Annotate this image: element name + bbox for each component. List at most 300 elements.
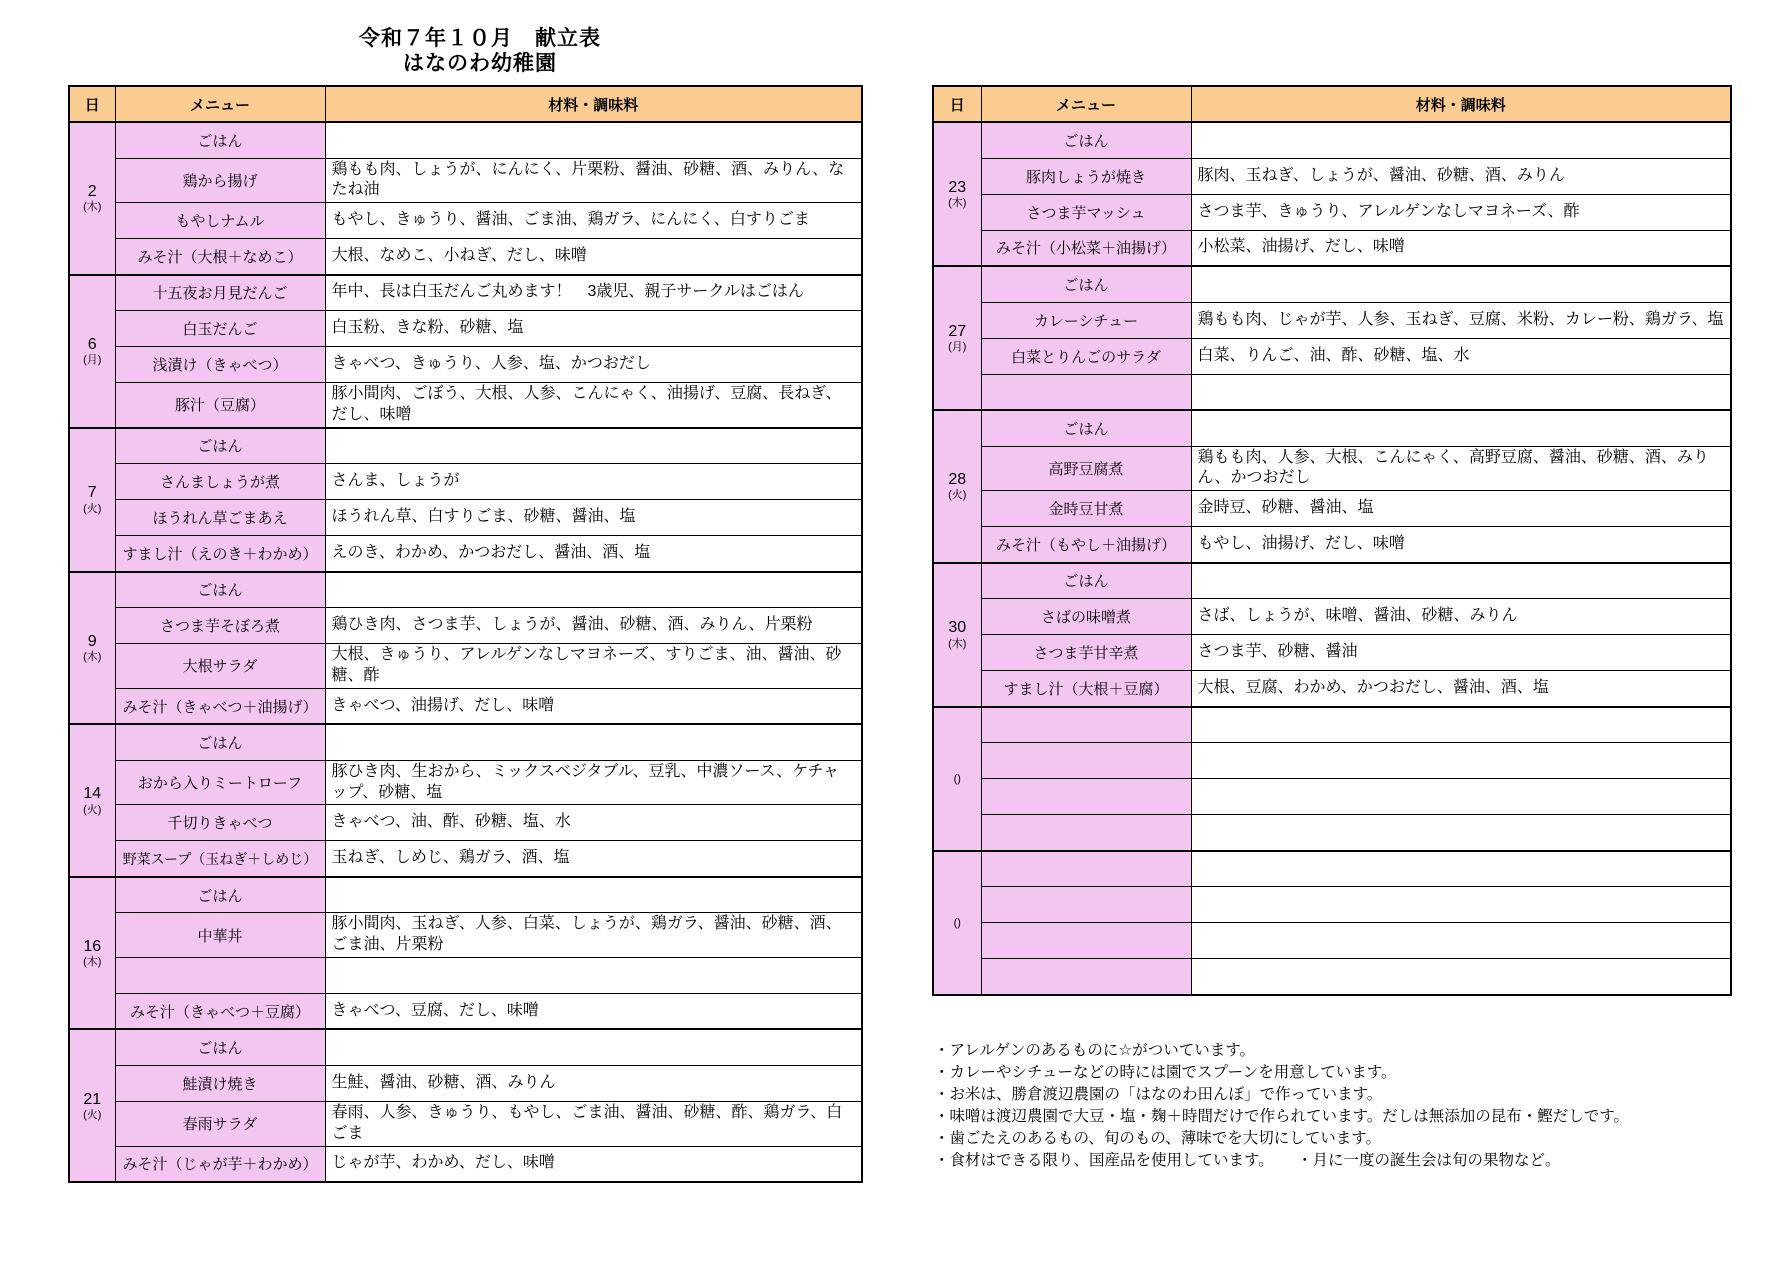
day-weekday: (木) bbox=[948, 197, 967, 210]
day-cell bbox=[69, 877, 115, 1030]
day-number: 7 bbox=[87, 484, 97, 502]
menu-cell bbox=[981, 743, 1191, 779]
note-line: ・味噌は渡辺農園で大豆・塩・麹＋時間だけで作られています。だしは無添加の昆布・鰹だしです。 bbox=[934, 1108, 1630, 1125]
menu-row bbox=[69, 383, 862, 428]
menu-cell bbox=[115, 760, 325, 805]
materials-cell bbox=[325, 239, 862, 275]
menu-row bbox=[933, 599, 1731, 635]
materials-text: さつま芋、砂糖、醤油 bbox=[1197, 643, 1358, 661]
materials-cell bbox=[1191, 491, 1731, 527]
menu-item-label: 高野豆腐煮 bbox=[1048, 460, 1124, 478]
menu-row bbox=[933, 230, 1731, 266]
menu-cell bbox=[981, 635, 1191, 671]
menu-cell bbox=[115, 275, 325, 311]
page-subtitle: はなのわ幼稚園 bbox=[403, 52, 557, 76]
menu-row bbox=[69, 805, 862, 841]
materials-cell bbox=[325, 500, 862, 536]
day-number: 6 bbox=[87, 335, 97, 353]
menu-cell bbox=[981, 122, 1191, 158]
materials-cell bbox=[325, 913, 862, 958]
menu-item-label: もやしナムル bbox=[175, 213, 265, 231]
menu-cell bbox=[115, 239, 325, 275]
menu-item-label: 大根サラダ bbox=[182, 658, 258, 676]
day-block bbox=[69, 724, 862, 877]
materials-cell bbox=[1191, 410, 1731, 446]
materials-text: 鶏ひき肉、さつま芋、しょうが、醤油、砂糖、酒、みりん、片栗粉 bbox=[331, 616, 813, 634]
day-weekday: (木) bbox=[83, 651, 102, 664]
materials-text: 鶏もも肉、人参、大根、こんにゃく、高野豆腐、醤油、砂糖、酒、みりん、かつおだし bbox=[1197, 448, 1709, 487]
menu-cell bbox=[115, 1065, 325, 1101]
materials-text: 生鮭、醤油、砂糖、酒、みりん bbox=[331, 1074, 556, 1092]
menu-row bbox=[933, 959, 1731, 995]
menu-cell bbox=[981, 851, 1191, 887]
day-weekday: (火) bbox=[83, 803, 102, 816]
menu-item-label: 金時豆甘煮 bbox=[1048, 501, 1124, 519]
materials-cell bbox=[325, 311, 862, 347]
page-title: 令和７年１０月 献立表 bbox=[359, 27, 601, 50]
menu-cell bbox=[115, 428, 325, 464]
col-header-materials: 材料・調味料 bbox=[325, 86, 862, 122]
day-block bbox=[69, 122, 862, 275]
menu-cell bbox=[981, 779, 1191, 815]
header-row bbox=[933, 86, 1731, 122]
menu-row bbox=[69, 1101, 862, 1146]
materials-cell bbox=[1191, 743, 1731, 779]
menu-cell bbox=[981, 599, 1191, 635]
day-cell bbox=[69, 572, 115, 725]
materials-cell bbox=[1191, 194, 1731, 230]
menu-row bbox=[933, 338, 1731, 374]
menu-row bbox=[933, 491, 1731, 527]
materials-cell bbox=[1191, 563, 1731, 599]
materials-text: えのき、わかめ、かつおだし、醤油、酒、塩 bbox=[331, 544, 651, 562]
materials-text: 玉ねぎ、しめじ、鶏ガラ、酒、塩 bbox=[331, 849, 570, 867]
menu-cell bbox=[115, 957, 325, 993]
menu-cell bbox=[115, 383, 325, 428]
day-cell bbox=[69, 724, 115, 877]
menu-row bbox=[933, 815, 1731, 851]
materials-cell bbox=[1191, 959, 1731, 995]
menu-cell bbox=[981, 374, 1191, 410]
day-weekday: (木) bbox=[83, 956, 102, 969]
menu-cell bbox=[981, 887, 1191, 923]
menu-row bbox=[933, 194, 1731, 230]
menu-cell bbox=[115, 464, 325, 500]
menu-cell bbox=[981, 491, 1191, 527]
day-block bbox=[69, 572, 862, 725]
menu-cell bbox=[981, 410, 1191, 446]
materials-text: 豚肉、玉ねぎ、しょうが、醤油、砂糖、酒、みりん bbox=[1197, 166, 1565, 184]
menu-row bbox=[933, 851, 1731, 887]
materials-text: 金時豆、砂糖、醤油、塩 bbox=[1197, 499, 1374, 517]
day-block bbox=[933, 122, 1731, 266]
materials-cell bbox=[325, 1146, 862, 1182]
menu-row bbox=[69, 500, 862, 536]
day-number: 9 bbox=[87, 632, 97, 650]
day-weekday: (月) bbox=[83, 354, 102, 367]
menu-table-right bbox=[932, 85, 1732, 996]
menu-item-label: さつま芋マッシュ bbox=[1026, 204, 1146, 222]
menu-item-label: おから入りミートローフ bbox=[137, 775, 303, 793]
day-number: 2 bbox=[87, 183, 97, 201]
menu-cell bbox=[981, 815, 1191, 851]
menu-cell bbox=[981, 527, 1191, 563]
menu-row bbox=[933, 266, 1731, 302]
day-cell bbox=[933, 266, 981, 410]
menu-cell bbox=[115, 500, 325, 536]
menu-row bbox=[69, 608, 862, 644]
col-header-day: 日 bbox=[69, 86, 115, 122]
day-weekday: () bbox=[953, 772, 961, 785]
menu-item-label: みそ汁（もやし＋油揚げ） bbox=[995, 536, 1176, 554]
menu-item-label: ごはん bbox=[197, 735, 243, 753]
materials-cell bbox=[325, 957, 862, 993]
menu-row bbox=[69, 239, 862, 275]
menu-cell bbox=[115, 644, 325, 689]
menu-item-label: さばの味噌煮 bbox=[1040, 609, 1131, 627]
menu-table-left bbox=[68, 85, 863, 1183]
menu-row bbox=[933, 635, 1731, 671]
materials-cell bbox=[325, 1065, 862, 1101]
materials-cell bbox=[325, 760, 862, 805]
menu-cell bbox=[981, 194, 1191, 230]
materials-cell bbox=[1191, 887, 1731, 923]
day-weekday: (木) bbox=[83, 201, 102, 214]
day-cell bbox=[69, 428, 115, 572]
menu-row bbox=[933, 779, 1731, 815]
menu-cell bbox=[115, 311, 325, 347]
menu-item-label: さつま芋甘辛煮 bbox=[1033, 645, 1139, 663]
col-header-menu: メニュー bbox=[981, 86, 1191, 122]
day-block bbox=[69, 877, 862, 1030]
materials-cell bbox=[1191, 851, 1731, 887]
materials-text: きゃべつ、きゅうり、人参、塩、かつおだし bbox=[331, 355, 651, 373]
menu-cell bbox=[981, 923, 1191, 959]
materials-cell bbox=[1191, 158, 1731, 194]
menu-row bbox=[69, 1146, 862, 1182]
menu-row bbox=[933, 527, 1731, 563]
menu-row bbox=[933, 923, 1731, 959]
materials-text: じゃが芋、わかめ、だし、味噌 bbox=[331, 1154, 555, 1172]
menu-cell bbox=[115, 1029, 325, 1065]
day-number: 14 bbox=[83, 785, 102, 803]
menu-row bbox=[69, 1065, 862, 1101]
menu-row bbox=[69, 311, 862, 347]
materials-cell bbox=[325, 122, 862, 158]
materials-cell bbox=[1191, 338, 1731, 374]
menu-cell bbox=[981, 266, 1191, 302]
day-cell bbox=[933, 707, 981, 851]
menu-cell bbox=[981, 563, 1191, 599]
menu-item-label: みそ汁（きゃべつ＋豆腐） bbox=[129, 1003, 310, 1021]
menu-row bbox=[933, 563, 1731, 599]
day-cell bbox=[69, 275, 115, 428]
menu-item-label: 千切りきゃべつ bbox=[167, 815, 273, 833]
menu-row bbox=[69, 1029, 862, 1065]
menu-row bbox=[933, 374, 1731, 410]
materials-cell bbox=[325, 428, 862, 464]
materials-text: さつま芋、きゅうり、アレルゲンなしマヨネーズ、酢 bbox=[1197, 202, 1580, 220]
materials-text: もやし、きゅうり、醤油、ごま油、鶏ガラ、にんにく、白すりごま bbox=[331, 211, 810, 229]
menu-item-label: みそ汁（大根＋なめこ） bbox=[137, 248, 303, 266]
materials-cell bbox=[325, 347, 862, 383]
menu-item-label: ごはん bbox=[1063, 276, 1109, 294]
menu-cell bbox=[115, 688, 325, 724]
menu-row bbox=[69, 572, 862, 608]
menu-item-label: ごはん bbox=[197, 438, 243, 456]
menu-item-label: 鮭漬け焼き bbox=[182, 1075, 258, 1093]
materials-cell bbox=[325, 877, 862, 913]
day-block bbox=[69, 275, 862, 428]
day-block bbox=[933, 851, 1731, 995]
menu-cell bbox=[981, 302, 1191, 338]
menu-cell bbox=[115, 1101, 325, 1146]
menu-item-label: ごはん bbox=[197, 132, 243, 150]
menu-row bbox=[933, 410, 1731, 446]
menu-cell bbox=[981, 158, 1191, 194]
menu-item-label: 白菜とりんごのサラダ bbox=[1011, 348, 1161, 366]
materials-cell bbox=[325, 644, 862, 689]
materials-cell bbox=[1191, 779, 1731, 815]
materials-cell bbox=[1191, 374, 1731, 410]
materials-text: 春雨、人参、きゅうり、もやし、ごま油、醤油、砂糖、酢、鶏ガラ、白ごま bbox=[331, 1103, 843, 1142]
menu-item-label: ごはん bbox=[197, 1040, 243, 1058]
menu-item-label: 春雨サラダ bbox=[182, 1116, 258, 1134]
menu-cell bbox=[115, 572, 325, 608]
menu-item-label: さんましょうが煮 bbox=[159, 474, 280, 492]
menu-row bbox=[69, 122, 862, 158]
day-block bbox=[933, 563, 1731, 707]
materials-text: 豚ひき肉、生おから、ミックスベジタブル、豆乳、中濃ソース、ケチャップ、砂糖、塩 bbox=[331, 762, 840, 801]
day-number: 30 bbox=[948, 619, 967, 637]
day-cell bbox=[933, 122, 981, 266]
menu-row bbox=[69, 275, 862, 311]
materials-text: もやし、油揚げ、だし、味噌 bbox=[1197, 534, 1405, 552]
menu-cell bbox=[115, 841, 325, 877]
day-cell bbox=[933, 563, 981, 707]
day-block bbox=[69, 428, 862, 572]
day-weekday: (火) bbox=[948, 489, 967, 502]
materials-text: 白玉粉、きな粉、砂糖、塩 bbox=[331, 319, 524, 337]
menu-cell bbox=[981, 446, 1191, 491]
materials-cell bbox=[325, 993, 862, 1029]
menu-row bbox=[69, 993, 862, 1029]
col-header-day: 日 bbox=[933, 86, 981, 122]
materials-cell bbox=[325, 383, 862, 428]
menu-cell bbox=[115, 877, 325, 913]
menu-item-label: ごはん bbox=[197, 887, 243, 905]
col-header-menu: メニュー bbox=[115, 86, 325, 122]
menu-row bbox=[933, 887, 1731, 923]
menu-item-label: ごはん bbox=[197, 582, 243, 600]
materials-text: きゃべつ、油揚げ、だし、味噌 bbox=[331, 696, 555, 714]
day-weekday: (火) bbox=[83, 502, 102, 515]
menu-row bbox=[69, 688, 862, 724]
menu-cell bbox=[981, 959, 1191, 995]
menu-row bbox=[69, 464, 862, 500]
materials-text: 小松菜、油揚げ、だし、味噌 bbox=[1197, 238, 1405, 256]
header-row bbox=[69, 86, 862, 122]
materials-cell bbox=[325, 464, 862, 500]
materials-cell bbox=[325, 805, 862, 841]
materials-cell bbox=[1191, 635, 1731, 671]
day-weekday: () bbox=[953, 916, 961, 929]
menu-row bbox=[69, 158, 862, 203]
day-weekday: (火) bbox=[83, 1108, 102, 1121]
materials-cell bbox=[1191, 302, 1731, 338]
day-number: 16 bbox=[83, 937, 102, 955]
note-line: ・食材はできる限り、国産品を使用しています。 ・月に一度の誕生会は旬の果物など。 bbox=[934, 1152, 1561, 1169]
menu-item-label: みそ汁（きゃべつ＋油揚げ） bbox=[122, 698, 318, 716]
materials-text: きゃべつ、油、酢、砂糖、塩、水 bbox=[331, 813, 571, 831]
day-number: 27 bbox=[948, 322, 967, 340]
menu-cell bbox=[115, 158, 325, 203]
materials-cell bbox=[325, 536, 862, 572]
menu-item-label: 鶏から揚げ bbox=[182, 172, 258, 190]
materials-cell bbox=[325, 1101, 862, 1146]
menu-item-label: 白玉だんご bbox=[182, 321, 258, 339]
menu-cell bbox=[115, 724, 325, 760]
materials-text: 年中、長は白玉だんご丸めます！ 3歳児、親子サークルはごはん bbox=[331, 283, 804, 301]
materials-text: さば、しょうが、味噌、醤油、砂糖、みりん bbox=[1197, 607, 1518, 625]
menu-row bbox=[69, 760, 862, 805]
menu-row bbox=[69, 877, 862, 913]
page-title-block bbox=[280, 26, 680, 76]
materials-cell bbox=[325, 275, 862, 311]
materials-text: 大根、きゅうり、アレルゲンなしマヨネーズ、すりごま、油、醤油、砂糖、酢 bbox=[331, 646, 842, 684]
day-number: 21 bbox=[83, 1090, 102, 1108]
menu-row bbox=[69, 428, 862, 464]
materials-cell bbox=[1191, 446, 1731, 491]
menu-row bbox=[69, 644, 862, 689]
materials-text: 白菜、りんご、油、酢、砂糖、塩、水 bbox=[1197, 346, 1470, 364]
note-line: ・カレーやシチューなどの時には園でスプーンを用意しています。 bbox=[934, 1064, 1397, 1081]
menu-row bbox=[69, 203, 862, 239]
menu-item-label: 中華丼 bbox=[197, 927, 243, 945]
materials-cell bbox=[325, 158, 862, 203]
materials-text: ほうれん草、白すりごま、砂糖、醤油、塩 bbox=[331, 508, 636, 526]
materials-text: 豚小間肉、ごぼう、大根、人参、こんにゃく、油揚げ、豆腐、長ねぎ、だし、味噌 bbox=[331, 385, 842, 423]
menu-cell bbox=[115, 913, 325, 958]
materials-text: 鶏もも肉、じゃが芋、人参、玉ねぎ、豆腐、米粉、カレー粉、鶏ガラ、塩 bbox=[1197, 310, 1724, 328]
materials-cell bbox=[1191, 230, 1731, 266]
menu-item-label: カレーシチュー bbox=[1033, 312, 1139, 330]
menu-item-label: ごはん bbox=[1063, 573, 1109, 591]
materials-text: 大根、豆腐、わかめ、かつおだし、醤油、酒、塩 bbox=[1197, 678, 1549, 696]
col-header-materials: 材料・調味料 bbox=[1191, 86, 1731, 122]
menu-row bbox=[933, 302, 1731, 338]
menu-row bbox=[933, 707, 1731, 743]
materials-cell bbox=[325, 841, 862, 877]
menu-item-label: 野菜スープ（玉ねぎ＋しめじ） bbox=[122, 850, 318, 867]
day-weekday: (木) bbox=[948, 637, 967, 650]
materials-text: さんま、しょうが bbox=[331, 472, 460, 490]
menu-item-label: ごはん bbox=[1063, 420, 1109, 438]
menu-item-label: 十五夜お月見だんご bbox=[152, 285, 288, 303]
materials-cell bbox=[325, 608, 862, 644]
menu-item-label: みそ汁（じゃが芋＋わかめ） bbox=[122, 1156, 318, 1174]
materials-cell bbox=[1191, 599, 1731, 635]
menu-cell bbox=[115, 805, 325, 841]
menu-cell bbox=[981, 338, 1191, 374]
materials-cell bbox=[325, 572, 862, 608]
menu-cell bbox=[115, 203, 325, 239]
menu-row bbox=[933, 743, 1731, 779]
day-block bbox=[933, 410, 1731, 563]
menu-item-label: 浅漬け（きゃべつ） bbox=[152, 357, 288, 375]
day-number: 28 bbox=[948, 471, 967, 489]
note-line: ・歯ごたえのあるもの、旬のもの、薄味でを大切にしています。 bbox=[934, 1130, 1382, 1147]
menu-row bbox=[933, 122, 1731, 158]
menu-cell bbox=[981, 707, 1191, 743]
materials-cell bbox=[325, 203, 862, 239]
day-cell bbox=[69, 122, 115, 275]
materials-text: 鶏もも肉、しょうが、にんにく、片栗粉、醤油、砂糖、酒、みりん、なたね油 bbox=[331, 160, 845, 199]
day-number: 23 bbox=[948, 178, 967, 196]
note-line: ・アレルゲンのあるものに☆がついています。 bbox=[934, 1042, 1256, 1059]
day-cell bbox=[933, 410, 981, 563]
menu-item-label: みそ汁（小松菜＋油揚げ） bbox=[995, 240, 1176, 258]
materials-cell bbox=[1191, 707, 1731, 743]
materials-cell bbox=[1191, 527, 1731, 563]
materials-cell bbox=[1191, 923, 1731, 959]
materials-cell bbox=[325, 688, 862, 724]
day-weekday: (月) bbox=[948, 341, 967, 354]
materials-cell bbox=[1191, 266, 1731, 302]
menu-item-label: 豚肉しょうが焼き bbox=[1025, 168, 1146, 186]
materials-cell bbox=[1191, 122, 1731, 158]
menu-cell bbox=[115, 1146, 325, 1182]
menu-item-label: 豚汁（豆腐） bbox=[174, 397, 265, 415]
menu-cell bbox=[981, 671, 1191, 707]
materials-text: 豚小間肉、玉ねぎ、人参、白菜、しょうが、鶏ガラ、醤油、砂糖、酒、ごま油、片栗粉 bbox=[331, 915, 842, 954]
menu-item-label: さつま芋そぼろ煮 bbox=[159, 618, 280, 636]
menu-item-label: すまし汁（大根＋豆腐） bbox=[1003, 680, 1169, 698]
day-block bbox=[933, 266, 1731, 410]
menu-row bbox=[69, 841, 862, 877]
materials-cell bbox=[1191, 815, 1731, 851]
menu-cell bbox=[115, 993, 325, 1029]
menu-cell bbox=[115, 536, 325, 572]
materials-text: 大根、なめこ、小ねぎ、だし、味噌 bbox=[331, 246, 587, 264]
day-block bbox=[933, 707, 1731, 851]
menu-item-label: ほうれん草ごまあえ bbox=[152, 510, 288, 528]
menu-cell bbox=[115, 608, 325, 644]
menu-cell bbox=[981, 230, 1191, 266]
note-line: ・お米は、勝倉渡辺農園の「はなのわ田んぼ」で作っています。 bbox=[934, 1086, 1383, 1103]
menu-cell bbox=[115, 347, 325, 383]
menu-cell bbox=[115, 122, 325, 158]
notes bbox=[934, 1040, 1724, 1172]
menu-item-label: すまし汁（えのき＋わかめ） bbox=[122, 545, 318, 563]
menu-item-label: ごはん bbox=[1063, 132, 1109, 150]
day-block bbox=[69, 1029, 862, 1182]
day-cell bbox=[933, 851, 981, 995]
menu-row bbox=[933, 671, 1731, 707]
menu-row bbox=[69, 536, 862, 572]
day-cell bbox=[69, 1029, 115, 1182]
materials-cell bbox=[1191, 671, 1731, 707]
materials-text: きゃべつ、豆腐、だし、味噌 bbox=[331, 1001, 539, 1019]
menu-row bbox=[933, 158, 1731, 194]
menu-row bbox=[69, 957, 862, 993]
materials-cell bbox=[325, 724, 862, 760]
menu-row bbox=[69, 347, 862, 383]
menu-row bbox=[69, 724, 862, 760]
materials-cell bbox=[325, 1029, 862, 1065]
menu-row bbox=[69, 913, 862, 958]
menu-row bbox=[933, 446, 1731, 491]
